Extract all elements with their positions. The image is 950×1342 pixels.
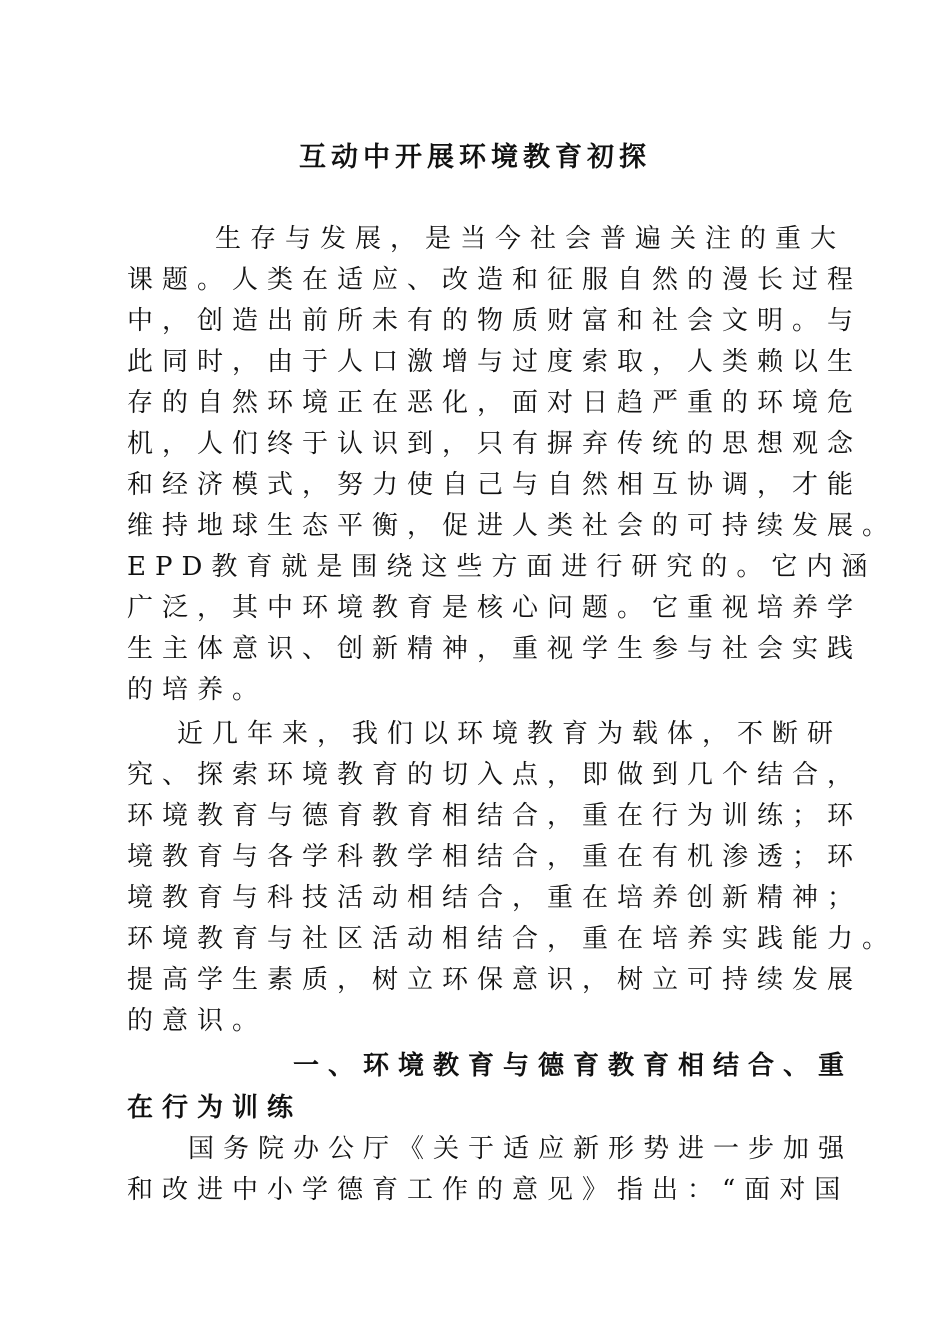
paragraph-1-line-3: 中，创造出前所未有的物质财富和社会文明。与 <box>127 306 863 336</box>
paragraph-1-line-12: 的培养。 <box>127 675 268 705</box>
paragraph-2-line-4: 境教育与各学科教学相结合，重在有机渗透；环 <box>127 842 863 872</box>
paragraph-3-line-1: 国务院办公厅《关于适应新形势进一步加强 <box>188 1134 854 1164</box>
paragraph-2-line-5: 境教育与科技活动相结合，重在培养创新精神； <box>127 883 863 913</box>
paragraph-1-line-4: 此同时，由于人口激增与过度索取，人类赖以生 <box>127 347 863 377</box>
paragraph-1-line-8: 维持地球生态平衡，促进人类社会的可持续发展。 <box>127 511 898 541</box>
paragraph-2-line-7: 提高学生素质，树立环保意识，树立可持续发展 <box>127 965 863 995</box>
paragraph-2-line-3: 环境教育与德育教育相结合，重在行为训练；环 <box>127 801 863 831</box>
paragraph-2-line-1: 近几年来，我们以环境教育为载体，不断研 <box>177 719 843 749</box>
paragraph-2-line-2: 究、探索环境教育的切入点，即做到几个结合， <box>127 760 863 790</box>
paragraph-1-line-5: 存的自然环境正在恶化，面对日趋严重的环境危 <box>127 388 863 418</box>
paragraph-3-line-2: 和改进中小学德育工作的意见》指出：“面对国 <box>127 1175 850 1205</box>
paragraph-2-line-8: 的意识。 <box>127 1006 268 1036</box>
paragraph-2-line-6: 环境教育与社区活动相结合，重在培养实践能力。 <box>127 924 898 954</box>
paragraph-1-line-7: 和经济模式，努力使自己与自然相互协调，才能 <box>127 470 863 500</box>
document-title: 互动中开展环境教育初探 <box>299 142 651 173</box>
paragraph-1-line-9: EPD教育就是围绕这些方面进行研究的。它内涵 <box>127 552 877 582</box>
paragraph-1-line-11: 生主体意识、创新精神，重视学生参与社会实践 <box>127 634 863 664</box>
paragraph-1-line-10: 广泛，其中环境教育是核心问题。它重视培养学 <box>127 593 863 623</box>
paragraph-1-line-6: 机，人们终于认识到，只有摒弃传统的思想观念 <box>127 429 863 459</box>
paragraph-1-line-2: 课题。人类在适应、改造和征服自然的漫长过程 <box>127 265 863 295</box>
section-heading-line-1: 一、环境教育与德育教育相结合、重 <box>293 1051 854 1081</box>
section-heading-line-2: 在行为训练 <box>127 1093 303 1123</box>
paragraph-1-line-1: 生存与发展，是当今社会普遍关注的重大 <box>215 224 846 254</box>
